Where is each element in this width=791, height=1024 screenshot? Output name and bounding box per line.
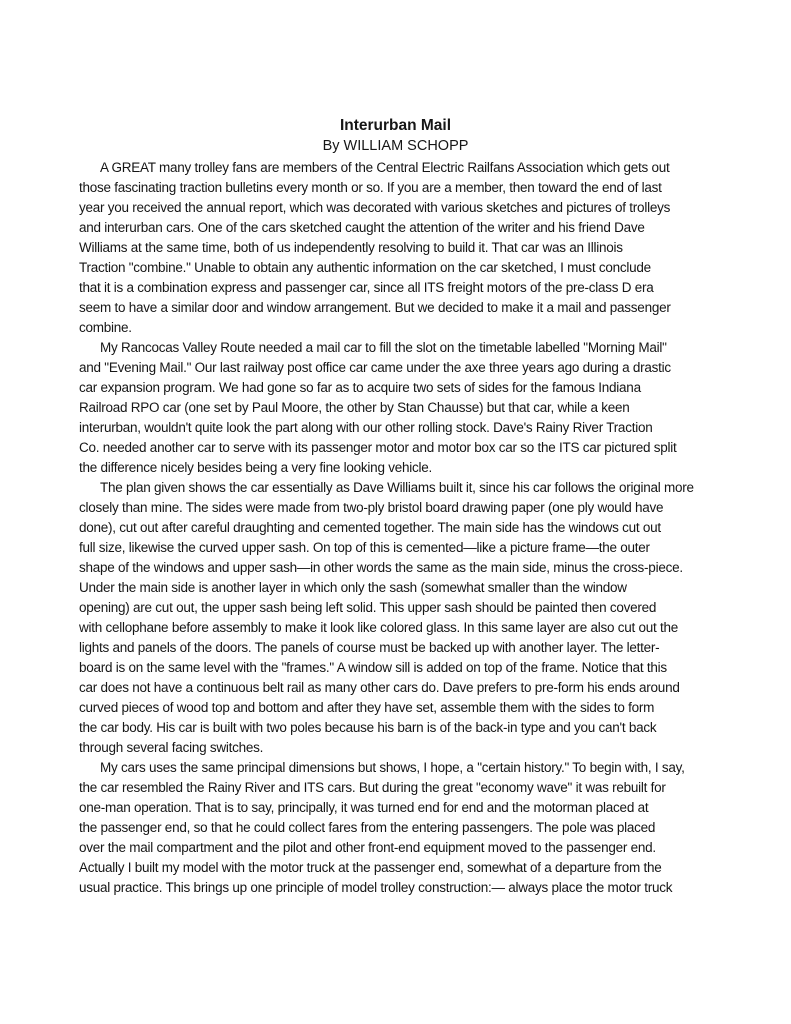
text-line: those fascinating traction bulletins every month or so. If you are a member, then toward the end of last xyxy=(79,180,662,195)
text-line: Actually I built my model with the motor truck at the passenger end, somewhat of a departure from the xyxy=(79,860,662,875)
text-line: closely than mine. The sides were made from two-ply bristol board drawing paper (one ply would have xyxy=(79,500,664,515)
text-line: the car resembled the Rainy River and ITS cars. But during the great "economy wave" it was rebuilt for xyxy=(79,780,666,795)
text-line: shape of the windows and upper sash—in other words the same as the main side, minus the cross-piece. xyxy=(79,560,683,575)
text-line: My Rancocas Valley Route needed a mail car to fill the slot on the timetable labelled "Morning Mail" xyxy=(100,340,667,355)
document-body xyxy=(79,156,755,898)
text-line: board is on the same level with the "frames." A window sill is added on top of the frame. Notice that this xyxy=(79,660,667,675)
text-line: Co. needed another car to serve with its passenger motor and motor box car so the ITS car pictured split xyxy=(79,440,677,455)
text-line: combine. xyxy=(79,320,132,335)
document-header xyxy=(0,0,791,156)
text-line: year you received the annual report, which was decorated with various sketches and pictures of trolleys xyxy=(79,200,671,215)
text-line: Under the main side is another layer in which only the sash (somewhat smaller than the window xyxy=(79,580,627,595)
text-line: and interurban cars. One of the cars sketched caught the attention of the writer and his friend Dave xyxy=(79,220,645,235)
paragraph xyxy=(79,478,755,758)
text-line: car expansion program. We had gone so far as to acquire two sets of sides for the famous Indiana xyxy=(79,380,641,395)
text-line: Traction "combine." Unable to obtain any authentic information on the car sketched, I must conclude xyxy=(79,260,651,275)
paragraph xyxy=(79,758,755,898)
text-line: car does not have a continuous belt rail as many other cars do. Dave prefers to pre-form his ends around xyxy=(79,680,680,695)
text-line: Williams at the same time, both of us independently resolving to build it. That car was an Illinois xyxy=(79,240,623,255)
text-line: curved pieces of wood top and bottom and after they have set, assemble them with the sides to form xyxy=(79,700,655,715)
document-title: Interurban Mail xyxy=(339,117,452,134)
text-line: A GREAT many trolley fans are members of the Central Electric Railfans Association which gets out xyxy=(100,160,670,175)
text-line: usual practice. This brings up one principle of model trolley construction:— always place the motor truck xyxy=(79,880,673,895)
text-line: that it is a combination express and passenger car, since all ITS freight motors of the pre-class D era xyxy=(79,280,654,295)
text-line: seem to have a similar door and window arrangement. But we decided to make it a mail and passenger xyxy=(79,300,671,315)
text-line: interurban, wouldn't quite look the part along with our other rolling stock. Dave's Rainy River Traction xyxy=(79,420,653,435)
text-line: the car body. His car is built with two poles because his barn is of the back-in type and you can't back xyxy=(79,720,657,735)
text-line: Railroad RPO car (one set by Paul Moore, the other by Stan Chausse) but that car, while a keen xyxy=(79,400,630,415)
text-line: the difference nicely besides being a very fine looking vehicle. xyxy=(79,460,432,475)
paragraph xyxy=(79,338,755,478)
text-line: one-man operation. That is to say, principally, it was turned end for end and the motorman placed at xyxy=(79,800,649,815)
text-line: opening) are cut out, the upper sash being left solid. This upper sash should be painted then covered xyxy=(79,600,657,615)
text-line: over the mail compartment and the pilot and other front-end equipment moved to the passenger end. xyxy=(79,840,656,855)
text-line: and "Evening Mail." Our last railway post office car came under the axe three years ago during a drastic xyxy=(79,360,671,375)
text-line: The plan given shows the car essentially as Dave Williams built it, since his car follows the original more xyxy=(100,480,694,495)
text-line: with cellophane before assembly to make it look like colored glass. In this same layer are also cut out the xyxy=(79,620,679,635)
text-line: the passenger end, so that he could collect fares from the entering passengers. The pole was placed xyxy=(79,820,656,835)
paragraph xyxy=(79,158,755,338)
text-line: through several facing switches. xyxy=(79,740,264,755)
text-line: lights and panels of the doors. The panels of course must be backed up with another layer. The letter- xyxy=(79,640,660,655)
text-line: My cars uses the same principal dimensions but shows, I hope, a "certain history." To begin with, I say, xyxy=(100,760,685,775)
document-byline: By WILLIAM SCHOPP xyxy=(322,138,469,154)
text-line: full size, likewise the curved upper sash. On top of this is cemented—like a picture frame—the outer xyxy=(79,540,650,555)
text-line: done), cut out after careful draughting and cemented together. The main side has the windows cut out xyxy=(79,520,661,535)
